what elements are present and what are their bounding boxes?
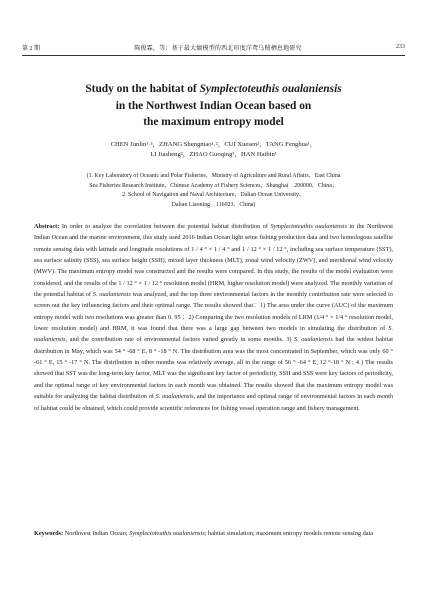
title-text: Study on the habitat of — [85, 83, 200, 95]
abstract-text: was analyzed, and the top three environmental factors in the monthly contribution rate were selected to screen out the key influencing factors and their optimal range. The results showed that：1) The area under the curve (AUC) of the maximum entropy model with two resolutions was greater than 0. 95 ；2) Comparing the two resolution models of LRM (1/4 ° × 1/4 ° resolution model, lower resolution model) and HRM, it was found that there was a large gap between two models in simulating the distribution of — [34, 291, 393, 333]
authors-line-1: CHEN Junlin¹˒³，ZHANG Shengmao¹˒²，CUI Xuesen²，TANG Fenghua¹， — [110, 141, 317, 148]
species-name: S. oualaniensis — [34, 325, 393, 344]
title-line-2: in the Northwest Indian Ocean based on — [115, 99, 312, 112]
abstract-text: In order to analyze the correlation between the potential habitat distribution of — [59, 223, 271, 230]
title-line-1 — [0, 81, 427, 98]
page-number: 233 — [395, 44, 405, 50]
keywords-text: ; habitat simulation; maximum entropy models remote sensing data — [204, 530, 374, 537]
abstract-text: had the widest habitat distribution in May, which was 54 ° -68 ° E, 8 ° -18 ° N. The distribution area was the most concentrated in September, which was only 60 ° -61 ° E, 15 ° -17 ° N. The distribution in other months was relatively average, all in the range of 56 ° -64 ° E, 12 °-18 ° N ; 4 ) The results showed that SST was the long-term key factor, MLT was the significant key factor of periodicity, SSH and SSS were key factors of periodicity, and the optimal range of key environmental factors in each month was obtained. The results showed that the maximum entropy model was suitable for analyzing the habitat distribution of — [34, 336, 393, 401]
species-name: Symplectoteuthis oualaniensis — [270, 223, 347, 230]
author-list — [0, 140, 427, 161]
title-species: Symplectoteuthis oualaniensis — [199, 83, 342, 95]
species-name: S. oualaniensis — [293, 336, 333, 344]
issue-number: 第 2 期 — [22, 45, 41, 52]
abstract-label: Abstract: — [34, 223, 60, 230]
abstract-text: , and the contribution rate of environmental factors varied greatly in some months. 3) — [65, 336, 294, 344]
affiliation-line-1: (1. Key Laboratory of Oceanic and Polar Fisheries，Ministry of Agriculture and Rural Affairs，East China — [86, 173, 341, 179]
keywords-label: Keywords: — [34, 530, 64, 537]
species-name: S. oualaniensis — [155, 393, 194, 401]
paper-title — [0, 81, 427, 131]
abstract-text: , and the importance and optimal range of environmental factors in each month of habitat could be obtained, which could provide scientific references for fishing vessel operation range and fishery management. — [34, 393, 393, 412]
affiliation-line-4: Dalian Liaoning 116023，China) — [171, 201, 256, 208]
species-name: S. oualaniensis — [92, 291, 131, 299]
abstract — [34, 221, 393, 414]
keywords-text: Northwest Indian Ocean; — [63, 530, 130, 537]
title-line-3: the maximum entropy model — [143, 116, 284, 128]
affiliation-line-3: 2. School of Navigation and Naval Architecture，Dalian Ocean University， — [122, 192, 305, 199]
abstract-text: in the Northwest Indian Ocean and the marine environment, this study used 2016 Indian Ocean light seine fishing production data and two homologous satellite remote sensing data with latitude and longitude resolutions of 1 / 4 ° × 1 / 4 ° and 1 / 12 ° × 1 / 12 °, including sea surface temperature (SST), sea surface salinity (SSS), sea surface height (SSH), mixed layer thickness (MLT), zonal wind velocity (ZWV), and meridional wind velocity (MWV). The maximum entropy model was constructed and the results were compared. In this study, the results of the model evaluation were considered, and the results of the 1 / 12 ° × 1 / 12 ° resolution model (HRM, higher resolution model) were analyzed. The monthly variation of the potential habitat of — [34, 223, 393, 299]
affiliation-line-2: Sea Fisheries Research Institute，Chinese Academy of Fishery Sciences，Shanghai 200090，China； — [89, 182, 338, 189]
keywords — [34, 528, 393, 539]
affiliations — [30, 172, 397, 210]
running-title: 陈俊霖，等：基于最大熵模型的西北印度洋鸢乌贼栖息地研究 — [134, 44, 302, 52]
species-name: Symplectoteuthis oualaniensis — [129, 530, 205, 537]
running-header — [22, 42, 405, 52]
authors-line-2: LI Jiasheng²，ZHAO Guoqing³，HAN Haibin¹ — [150, 151, 277, 159]
header-rule — [22, 55, 405, 56]
